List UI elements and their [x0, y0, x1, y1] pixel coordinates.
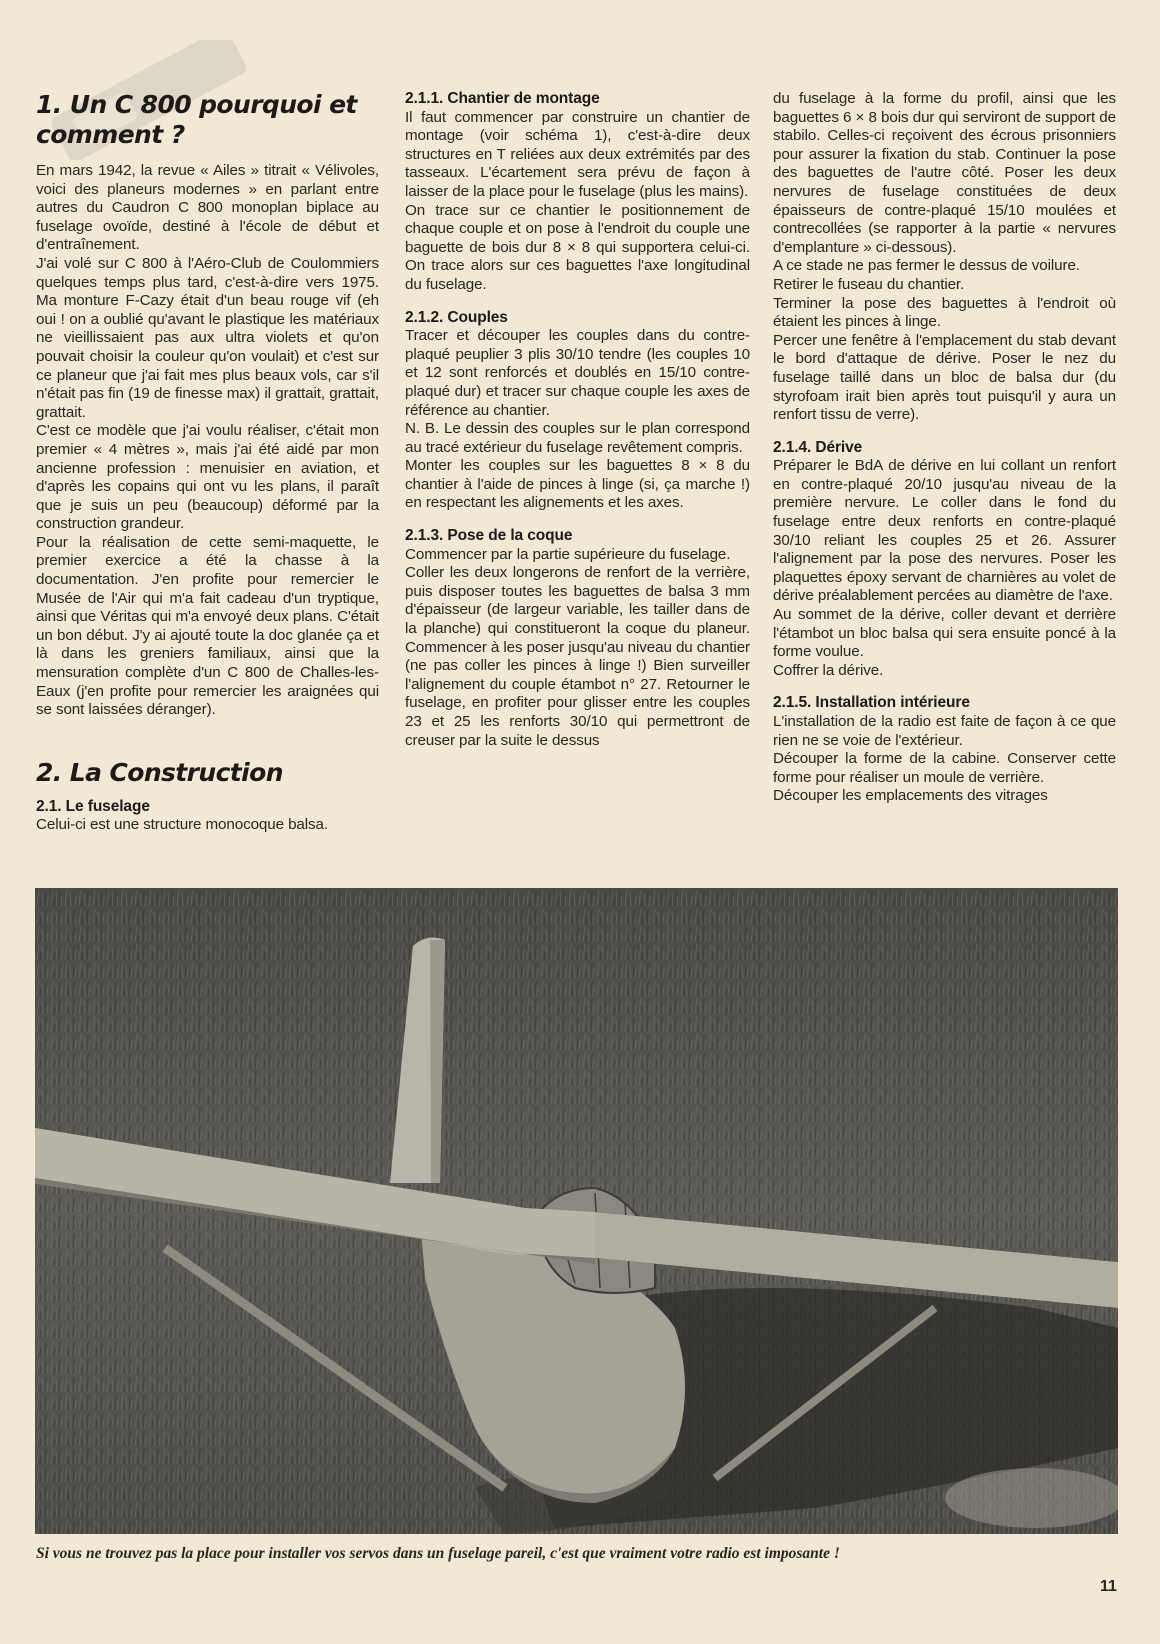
subsection-heading: 2.1.1. Chantier de montage	[405, 90, 600, 107]
paragraph: Préparer le BdA de dérive en lui collant un renfort en contre-plaqué 20/10 jusqu'au niveau de la première nervure. Le coller dans le fond du fuselage entre deux renforts en contre-plaqué 30/10 reliant les couples 25 et 26. Assurer l'alignement par la pose des nervures. Poser les plaquettes époxy servant de charnières au volet de dérive préalablement percées au diamètre de l'axe.	[773, 457, 1116, 605]
column-1	[36, 88, 379, 835]
paragraph: du fuselage à la forme du profil, ainsi que les baguettes 6 × 8 bois dur qui serviront de support de stabilo. Celles-ci reçoivent des écrous prisonniers pour assurer la fixation du stab. Continuer la pose des baguettes de l'autre côté. Poser les deux nervures de fuselage constituées de deux épaisseurs de contre-plaqué 15/10 moulées et contrecollées (se rapporter à la partie « nervures d'emplanture » ci-dessous).	[773, 90, 1116, 256]
glider-illustration	[35, 888, 1118, 1534]
section-title-2: 2. La Construction	[36, 757, 283, 787]
subsection-heading: 2.1.5. Installation intérieure	[773, 694, 970, 712]
paragraph: Coffrer la dérive.	[773, 661, 884, 679]
paragraph: L'installation de la radio est faite de façon à ce que rien ne se voie de l'extérieur.	[773, 713, 1116, 749]
paragraph: Retirer le fuseau du chantier.	[773, 275, 965, 293]
paragraph: On trace sur ce chantier le positionnement de chaque couple et on pose à l'endroit du couple une baguette de bois dur 8 × 8 qui supportera celui-ci. On trace alors sur ces baguettes l'axe longitudinal du fuselage.	[405, 201, 750, 293]
paragraph: Coller les deux longerons de renfort de la verrière, puis disposer toutes les baguettes de balsa 3 mm d'épaisseur (de largeur variable, les tailler dans de la planche) qui constitueront la coque du planeur. Commencer à les poser jusqu'au niveau du chantier (ne pas coller les pinces à linge !) Bien surveiller l'alignement du couple étambot n° 27. Retourner le fuselage, en profiter pour glisser entre les couples 23 et 25 les renforts 30/10 qui permettront de creuser par la suite le dessus	[405, 564, 750, 749]
glider-photo	[35, 888, 1118, 1534]
subsection-heading: 2.1. Le fuselage	[36, 797, 150, 815]
paragraph: N. B. Le dessin des couples sur le plan correspond au tracé extérieur du fuselage revêtement compris.	[405, 420, 750, 456]
paragraph: Percer une fenêtre à l'emplacement du stab devant le bord d'attaque de dérive. Poser le nez du fuselage taillé dans un bloc de balsa dur (du styrofoam irait bien après tout puisqu'il y aura un renfort tissu de verre).	[773, 331, 1116, 424]
subsection-heading: 2.1.4. Dérive	[773, 438, 863, 456]
paragraph: Celui-ci est une structure monocoque balsa.	[36, 816, 329, 834]
paragraph: J'ai volé sur C 800 à l'Aéro-Club de Coulommiers quelques temps plus tard, c'est-à-dire vers 1975. Ma monture F-Cazy était d'un beau rouge vif (eh oui ! on a oublié qu'avant le plastique les matériaux ne vieillissaient pas aux ultra violets et qu'on pouvait choisir la couleur qu'on voulait) et c'est sur ce planeur que j'ai fait mes plus beaux vols, car s'il n'était pas fin (19 de finesse max) il grattait, grattait, grattait.	[36, 254, 379, 421]
photo-caption: Si vous ne trouvez pas la place pour installer vos servos dans un fuselage pareil, c'est que vraiment votre radio est imposante !	[36, 1545, 840, 1562]
paragraph: En mars 1942, la revue « Ailes » titrait « Vélivoles, voici des planeurs modernes » en parlant entre autres du Caudron C 800 monoplan biplace au fuselage ovoïde, destiné à l'école de début et d'entraînement.	[36, 162, 379, 254]
paragraph: Pour la réalisation de cette semi-maquette, le premier exercice a été la chasse à la documentation. J'en profite pour remercier le Musée de l'Air qui m'a fait cadeau d'un tryptique, ainsi que Véritas qui m'a envoyé deux plans. C'était un bon début. J'y ai ajouté toute la doc glanée ça et là dans les greniers familiaux, ainsi que la mensuration complète d'un C 800 de Challes-les-Eaux (j'en profite pour remercier les araignées qui se sont laissées déranger).	[36, 533, 379, 719]
paragraph: Terminer la pose des baguettes à l'endroit où étaient les pinces à linge.	[773, 294, 1116, 331]
paragraph: Monter les couples sur les baguettes 8 × 8 du chantier à l'aide de pinces à linge (si, ça marche !) en respectant les alignements et les axes.	[405, 457, 750, 512]
column-2	[405, 90, 750, 750]
paragraph: Découper les emplacements des vitrages	[773, 787, 1048, 805]
paragraph: Découper la forme de la cabine. Conserver cette forme pour réaliser un moule de verrière.	[773, 750, 1116, 786]
column-3	[773, 90, 1116, 806]
paragraph: Au sommet de la dérive, coller devant et derrière l'étambot un bloc balsa qui sera ensuite poncé à la forme voulue.	[773, 606, 1116, 661]
subsection-heading: 2.1.3. Pose de la coque	[405, 527, 573, 545]
paragraph: Il faut commencer par construire un chantier de montage (voir schéma 1), c'est-à-dire deux structures en T reliées aux deux extrémités par des tasseaux. L'écartement sera prévu de façon à laisser de la place pour le fuselage (plus les mains).	[405, 108, 750, 200]
paragraph: Tracer et découper les couples dans du contre-plaqué peuplier 3 plis 30/10 tendre (les couples 10 et 12 sont renforcés et doublés en 15/10 contre-plaqué dur) et tracer sur chaque couple les axes de référence au chantier.	[405, 327, 750, 419]
section-title-1: 1. Un C 800 pourquoi et comment ?	[36, 90, 357, 149]
page-number: 11	[1100, 1578, 1117, 1595]
paragraph: C'est ce modèle que j'ai voulu réaliser, c'était mon premier « 4 mètres », mais j'ai été aidé par mon ancienne profession : menuisier en aviation, et d'après les copains qui ont vu les plans, il paraît que je suis un peu (beaucoup) déformé par la construction grandeur.	[36, 422, 379, 533]
paragraph: Commencer par la partie supérieure du fuselage.	[405, 545, 731, 563]
subsection-heading: 2.1.2. Couples	[405, 308, 508, 326]
paragraph: A ce stade ne pas fermer le dessus de voilure.	[773, 257, 1080, 275]
